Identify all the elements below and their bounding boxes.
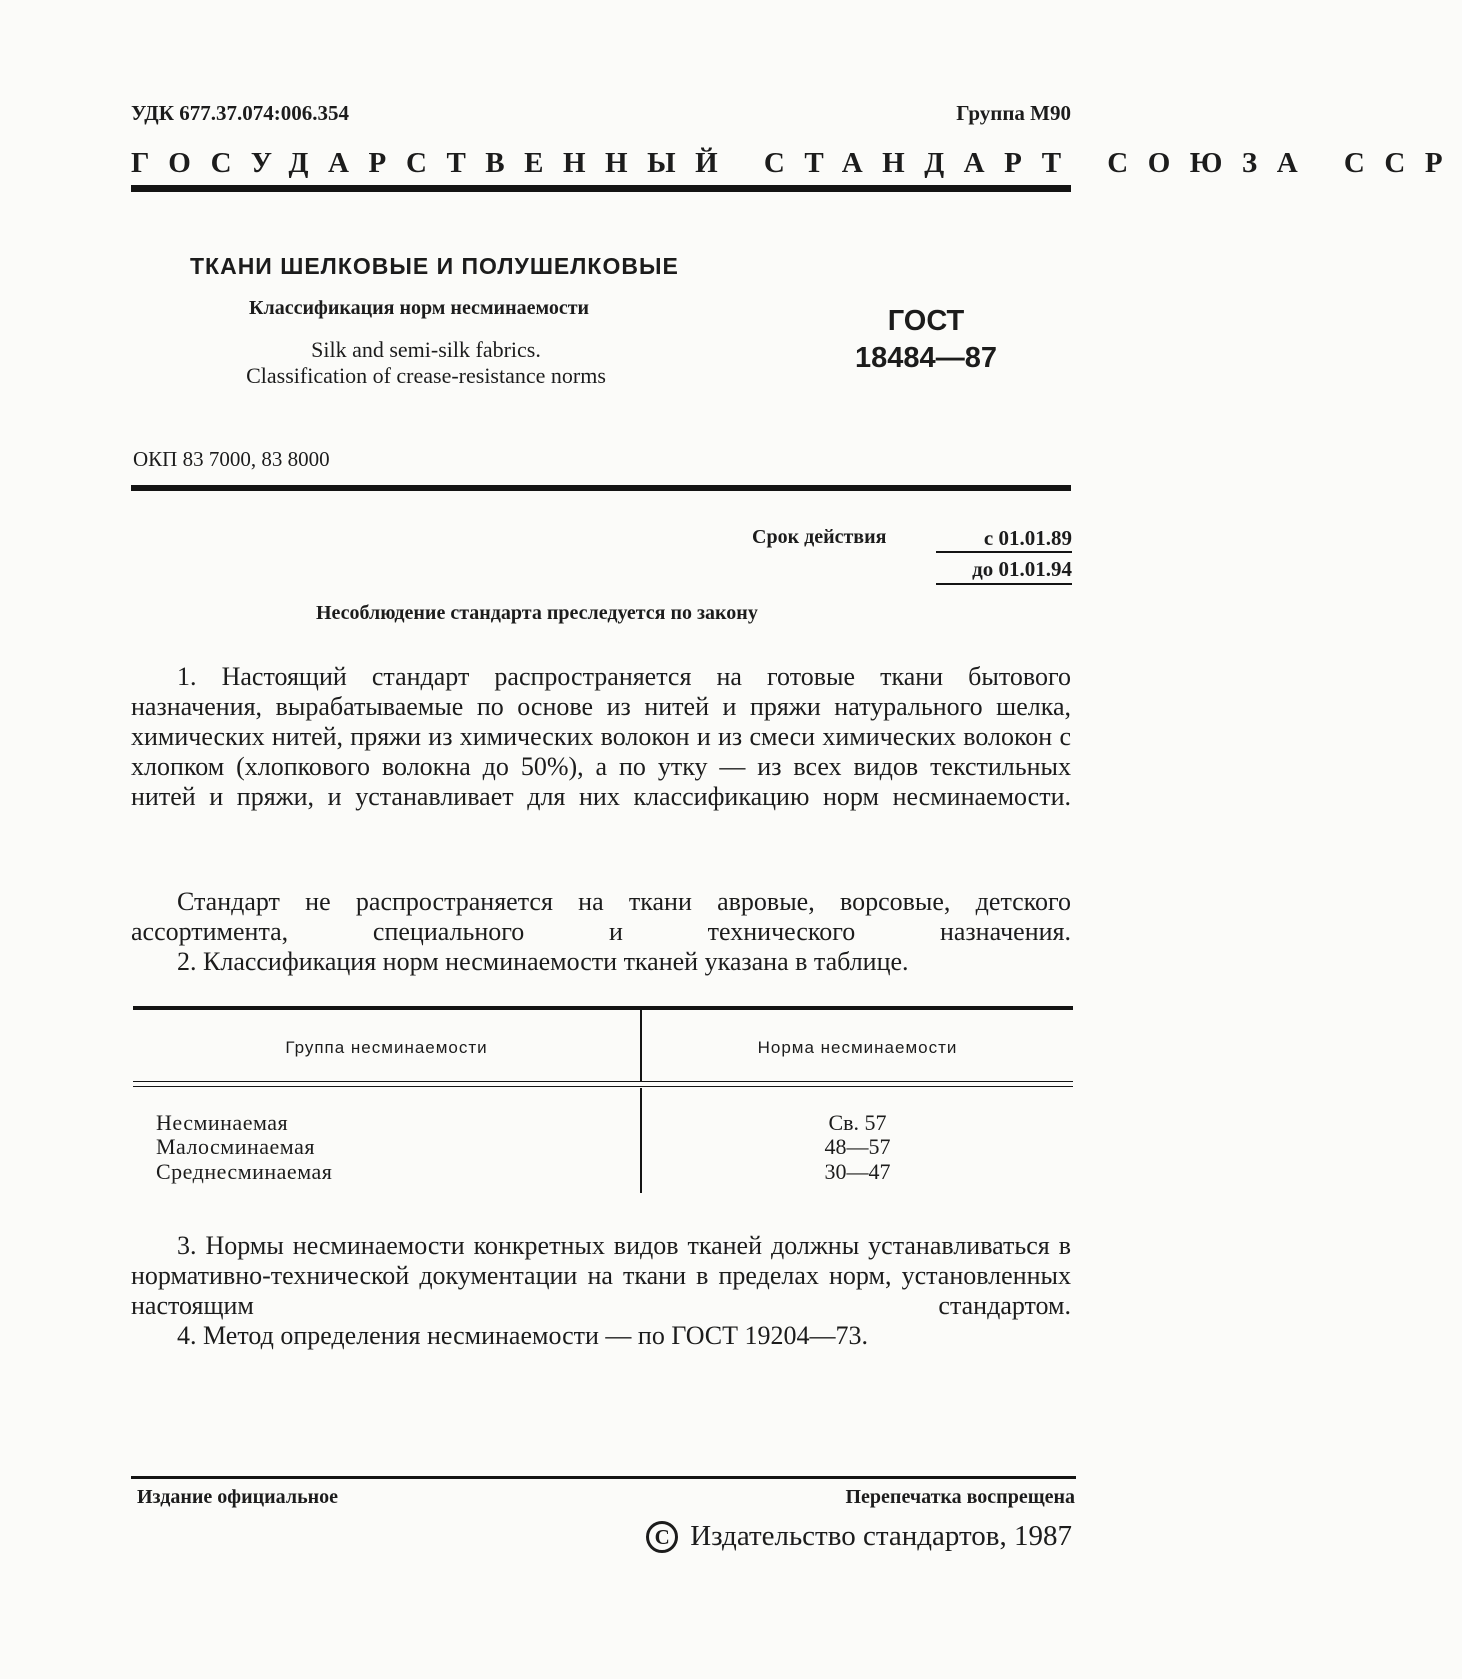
document-title: ТКАНИ ШЕЛКОВЫЕ И ПОЛУШЕЛКОВЫЕ xyxy=(190,253,679,279)
table-cell-norm: 30—47 xyxy=(824,1159,891,1184)
title-rule xyxy=(131,485,1071,491)
paragraph-1-continued: Стандарт не распространяется на ткани авровые, ворсовые, детского ассортимента, специального и технического назначения. xyxy=(131,887,1071,946)
table-cell-group: Несминаемая xyxy=(156,1110,289,1135)
udk-code: УДК 677.37.074:006.354 xyxy=(131,101,349,125)
table-cell-group: Малосминаемая xyxy=(156,1134,315,1159)
table-header-rule xyxy=(133,1081,1073,1082)
copyright-line xyxy=(646,1520,1072,1553)
paragraph-4: 4. Метод определения несминаемости — по ГОСТ 19204—73. xyxy=(177,1321,869,1350)
document-subtitle: Классификация норм несминаемости xyxy=(249,297,590,319)
group-code: Группа М90 xyxy=(956,101,1071,125)
table-cell-norm: Св. 57 xyxy=(828,1110,887,1135)
table-header-norm: Норма несминаемости xyxy=(757,1038,958,1057)
validity-to-underline xyxy=(936,583,1072,585)
paragraph-1: 1. Настоящий стандарт распространяется на готовые ткани бытового назначения, вырабатываемые по основе из нитей и пряжи натурального шелка, химических нитей, пряжи из химических волокон и из смеси химических волокон с хлопком (хлопкового волокна до 50%), а по утку — из всех видов текстильных нитей и пряжи, и устанавливает для них классификацию норм несминаемости. xyxy=(131,662,1071,811)
paragraph-3: 3. Нормы несминаемости конкретных видов тканей должны устанавливаться в нормативно-технической документации на ткани в пределах норм, установленных настоящим стандартом. xyxy=(131,1231,1071,1320)
footer-rule xyxy=(131,1476,1076,1479)
copyright-icon: C xyxy=(646,1521,678,1553)
law-notice: Несоблюдение стандарта преследуется по закону xyxy=(316,602,758,624)
validity-from-underline xyxy=(936,551,1072,553)
gost-number: 18484—87 xyxy=(855,342,997,374)
gost-label: ГОСТ xyxy=(887,305,965,337)
english-title: Silk and semi-silk fabrics. Classification of crease-resistance norms xyxy=(246,337,606,388)
table-cell-norm: 48—57 xyxy=(824,1134,891,1159)
table-header-rule-double xyxy=(133,1086,1073,1087)
validity-to: до 01.01.94 xyxy=(972,557,1072,581)
table-cell-group: Среднесминаемая xyxy=(156,1159,333,1184)
copyright-text: Издательство стандартов, 1987 xyxy=(690,1520,1072,1552)
table-header-group: Группа несминаемости xyxy=(285,1038,488,1057)
state-standard-heading: ГОСУДАРСТВЕННЫЙ СТАНДАРТ СОЮЗА ССР xyxy=(131,147,1462,179)
header-rule xyxy=(131,185,1071,192)
table-top-rule xyxy=(133,1006,1073,1010)
validity-label: Срок действия xyxy=(752,526,887,548)
paragraph-2: 2. Классификация норм несминаемости тканей указана в таблице. xyxy=(177,947,909,976)
edition-label: Издание официальное xyxy=(137,1486,339,1508)
reprint-notice: Перепечатка воспрещена xyxy=(845,1486,1075,1508)
validity-from: с 01.01.89 xyxy=(983,526,1072,550)
okp-code: ОКП 83 7000, 83 8000 xyxy=(133,447,330,471)
